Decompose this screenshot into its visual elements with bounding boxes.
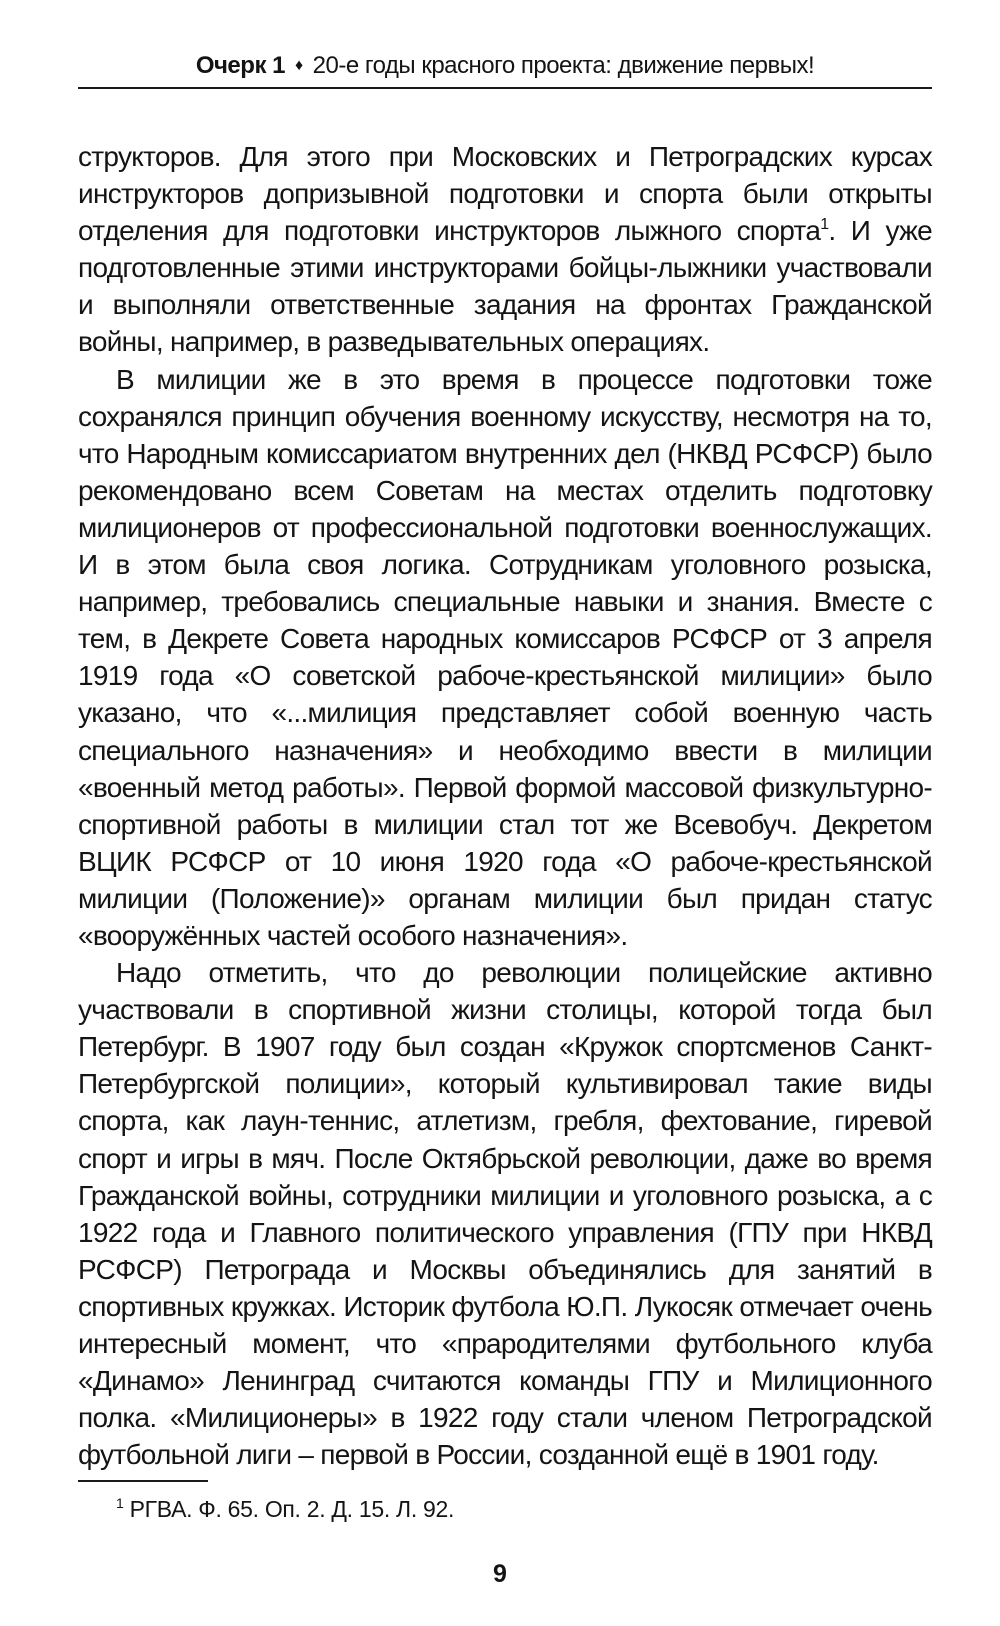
- page-number: 9: [493, 1560, 507, 1588]
- running-head-title: 20-е годы красного проекта: движение первых!: [312, 52, 815, 79]
- running-head: [78, 52, 932, 80]
- paragraph-2: В милиции же в это время в процессе подготовки тоже сохранялся принцип обучения военному искусству, несмотря на то, что Народным комиссариатом внутренних дел (НКВД РСФСР) было рекомендовано всем Советам на местах отделить подготовку милиционеров от профессиональной подготовки военнослужащих. И в этом была своя логика. Сотрудникам уголовного розыска, например, требовались специальные навыки и знания. Вместе с тем, в Декрете Совета народных комиссаров РСФСР от 3 апреля 1919 года «О советской рабоче-крестьянской милиции» было указано, что «...милиция представляет собой военную часть специального назначения» и необходимо ввести в милиции «военный метод работы». Первой формой массовой физкультурно-спортивной работы в милиции стал тот же Всевобуч. Декретом ВЦИК РСФСР от 10 июня 1920 года «О рабоче-крестьянской милиции (Положение)» органам милиции был придан статус «вооружённых частей особого назначения».: [78, 363, 932, 951]
- paragraph-1-text-start: структоров. Для этого при Московских и Петроградских курсах инструкторов допризывной подготовки и спорта были открыты отделения для подготовки инструкторов лыжного спорта: [78, 141, 932, 247]
- body-text: [78, 138, 932, 1473]
- diamond-separator-icon: ♦: [294, 57, 303, 74]
- footnote-reference: 1: [820, 216, 829, 234]
- footnote-rule: [78, 1480, 208, 1482]
- footnote-text: РГВА. Ф. 65. Оп. 2. Д. 15. Л. 92.: [123, 1496, 455, 1522]
- footnote: [116, 1495, 454, 1523]
- running-head-chapter: Очерк 1: [195, 52, 285, 79]
- paragraph-1: [78, 138, 932, 361]
- footnote-mark: 1: [116, 1495, 124, 1511]
- paragraph-1-text-end: . И уже подготовленные этими инструкторами бойцы-лыжники участвовали и выполняли ответственные задания на фронтах Гражданской войны, например, в разведывательных операциях.: [78, 215, 932, 358]
- header-rule: [78, 87, 932, 89]
- paragraph-3: Надо отметить, что до революции полицейские активно участвовали в спортивной жизни столицы, которой тогда был Петербург. В 1907 году был создан «Кружок спортсменов Санкт-Петербургской полиции», который культивировал такие виды спорта, как лаун-теннис, атлетизм, гребля, фехтование, гиревой спорт и игры в мяч. После Октябрьской революции, даже во время Гражданской войны, сотрудники милиции и уголовного розыска, а с 1922 года и Главного политического управления (ГПУ при НКВД РСФСР) Петрограда и Москвы объединялись для занятий в спортивных кружках. Историк футбола Ю.П. Лукосяк отмечает очень интересный момент, что «прародителями футбольного клуба «Динамо» Ленинград считаются команды ГПУ и Милиционного полка. «Милиционеры» в 1922 году стали членом Петроградской футбольной лиги – первой в России, созданной ещё в 1901 году.: [78, 957, 932, 1471]
